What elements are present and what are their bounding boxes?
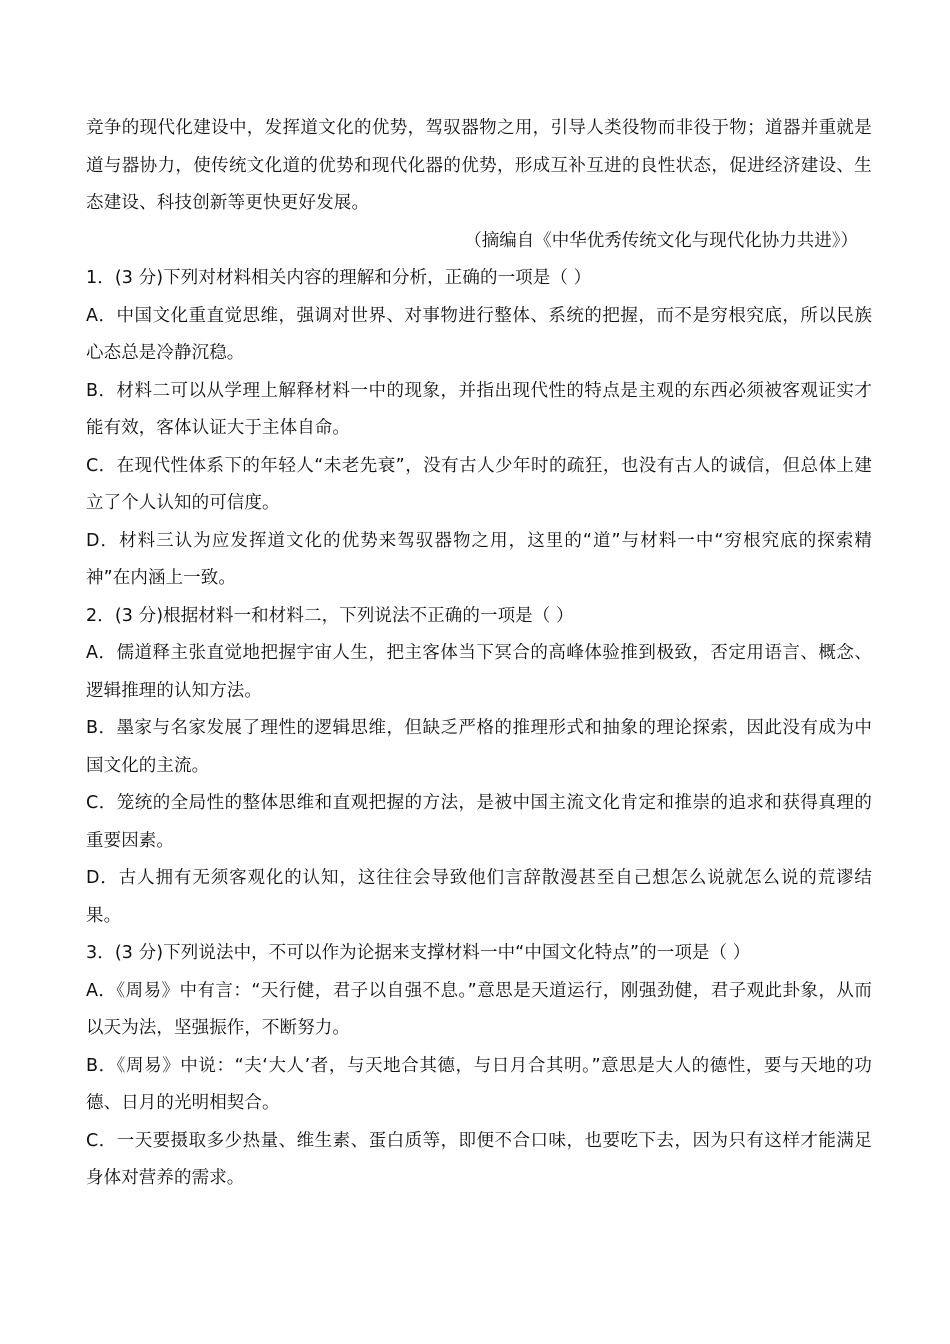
question-3 [86, 935, 872, 1198]
option-a: A．《周易》中有言：“天行健，君子以自强不息。”意思是天道运行，刚强劲健，君子观此卦象，从而以天为法，坚强振作，不断努力。 [86, 980, 872, 1038]
question-stem: 1．(3 分)下列对材料相关内容的理解和分析，正确的一项是（ ） [86, 268, 592, 288]
document-page [86, 110, 872, 1198]
option-c: C．笼统的全局性的整体思维和直观把握的方法，是被中国主流文化肯定和推崇的追求和获得真理的重要因素。 [86, 793, 872, 851]
question-1 [86, 260, 872, 598]
question-stem: 3．(3 分)下列说法中，不可以作为论据来支撑材料一中“中国文化特点”的一项是（ ） [86, 943, 751, 963]
passage-paragraph: 竞争的现代化建设中，发挥道文化的优势，驾驭器物之用，引导人类役物而非役于物；道器并重就是道与器协力，使传统文化道的优势和现代化器的优势，形成互补互进的良性状态，促进经济建设、生态建设、科技创新等更快更好发展。 [86, 118, 872, 213]
option-c: C．一天要摄取多少热量、维生素、蛋白质等，即便不合口味，也要吃下去，因为只有这样才能满足身体对营养的需求。 [86, 1130, 872, 1188]
option-d: D．古人拥有无须客观化的认知，这往往会导致他们言辞散漫甚至自己想怎么说就怎么说的荒谬结果。 [86, 868, 872, 926]
question-2 [86, 598, 872, 936]
option-a: A．中国文化重直觉思维，强调对世界、对事物进行整体、系统的把握，而不是穷根究底，所以民族心态总是冷静沉稳。 [86, 305, 872, 363]
option-a: A．儒道释主张直觉地把握宇宙人生，把主客体当下冥合的高峰体验推到极致，否定用语言、概念、逻辑推理的认知方法。 [86, 643, 872, 701]
option-d: D．材料三认为应发挥道文化的优势来驾驭器物之用，这里的“道”与材料一中“穷根究底的探索精神”在内涵上一致。 [86, 530, 872, 588]
question-stem: 2．(3 分)根据材料一和材料二，下列说法不正确的一项是（ ） [86, 605, 574, 626]
option-b: B．材料二可以从学理上解释材料一中的现象，并指出现代性的特点是主观的东西必须被客观证实才能有效，客体认证大于主体自命。 [86, 380, 872, 438]
option-b: B．《周易》中说：“夫‘大人’者，与天地合其德，与日月合其明。”意思是大人的德性，要与天地的功德、日月的光明相契合。 [86, 1055, 872, 1113]
option-c: C．在现代性体系下的年轻人“未老先衰”，没有古人少年时的疏狂，也没有古人的诚信，但总体上建立了个人认知的可信度。 [86, 455, 872, 513]
option-b: B．墨家与名家发展了理性的逻辑思维，但缺乏严格的推理形式和抽象的理论探索，因此没有成为中国文化的主流。 [86, 718, 872, 776]
passage-source: （摘编自《中华优秀传统文化与现代化协力共进》） [464, 230, 858, 251]
